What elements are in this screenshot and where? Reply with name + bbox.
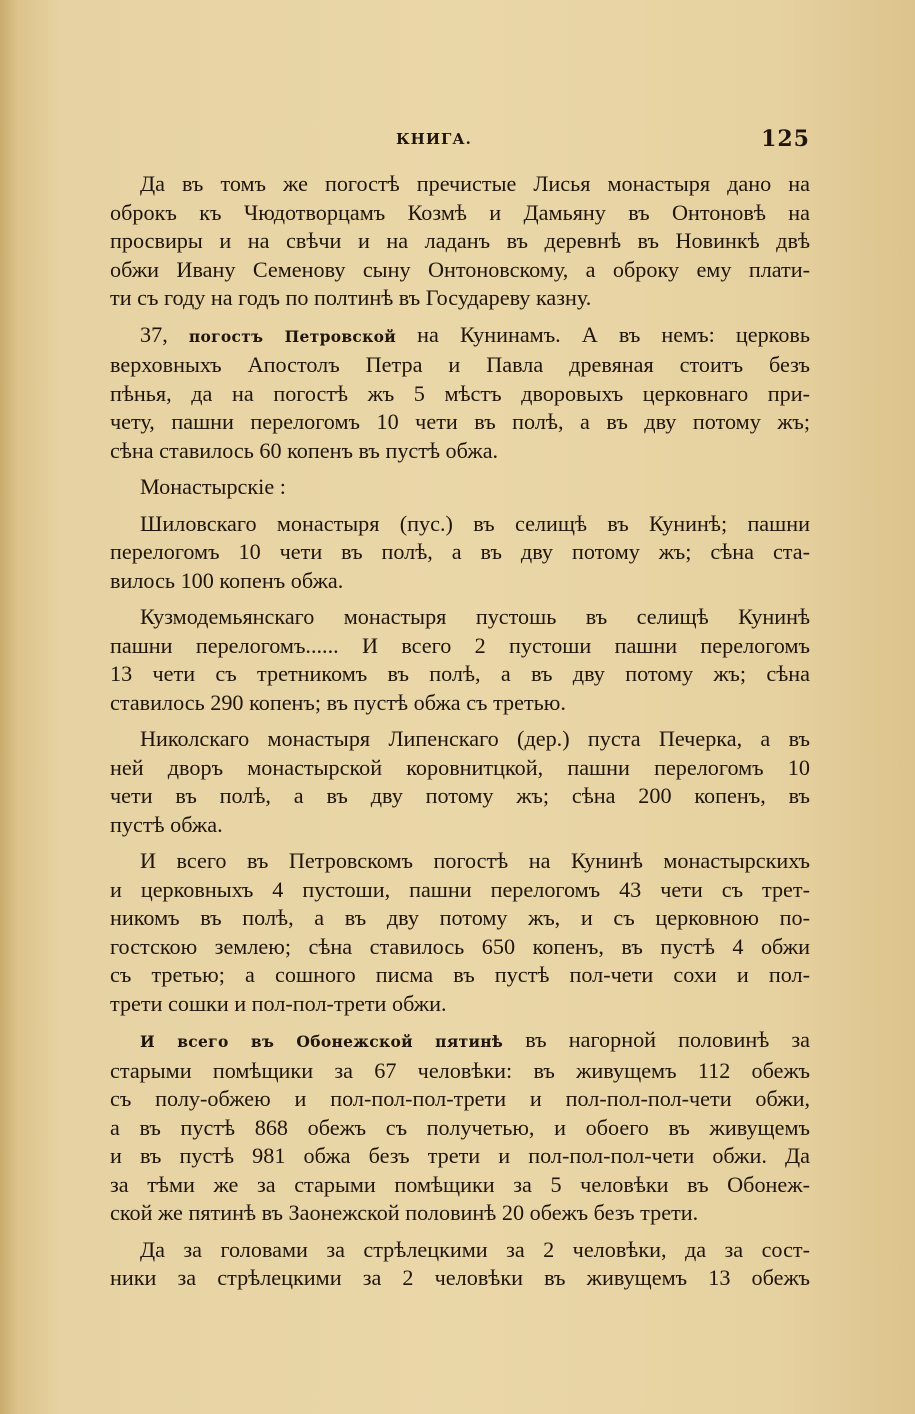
text-line: [78, 603, 810, 632]
line-text: Кузмодемьянскаго монастыря пустошь въ селищѣ Кунинѣ: [140, 604, 810, 629]
line-text: верховныхъ Апостолъ Петра и Павла древяная стоитъ безъ: [110, 352, 810, 377]
text-line: [78, 1026, 810, 1057]
line-text: И всего въ Петровскомъ погостѣ на Кунинѣ монастырскихъ: [140, 848, 810, 873]
bold-heading-run: погостъ Петровской: [188, 326, 397, 346]
text-line: [78, 990, 810, 1019]
running-head: [84, 126, 810, 156]
text-line: [78, 1264, 810, 1293]
line-text: чети въ полѣ, а въ дву потому жъ; сѣна 200 копенъ, въ: [110, 783, 810, 808]
paragraph: [78, 170, 810, 313]
line-text: ской же пятинѣ въ Заонежской половинѣ 20 обежъ безъ трети.: [110, 1200, 699, 1225]
text-line: [78, 1057, 810, 1086]
text-line: [78, 284, 810, 313]
line-text: вилось 100 копенъ обжа.: [110, 567, 344, 593]
text-line: [78, 782, 810, 811]
text-line: [78, 473, 810, 502]
text-line: [78, 811, 810, 840]
text-line: [78, 1114, 810, 1143]
line-text: за тѣми же за старыми помѣщики за 5 человѣки въ Обонеж-: [110, 1171, 810, 1197]
line-text: Николскаго монастыря Липенскаго (дер.) пуста Печерка, а въ: [140, 726, 810, 751]
line-text: и церковныхъ 4 пустоши, пашни перелогомъ 43 чети съ трет-: [110, 876, 810, 902]
line-text: Монастырскіе :: [140, 474, 286, 499]
paragraph: [78, 510, 810, 596]
line-text: съ третью; а сошного писма въ пустѣ пол-чети сохи и пол-: [110, 962, 810, 987]
body-text: [78, 170, 810, 1301]
line-text: пашни перелогомъ...... И всего 2 пустоши пашни перелогомъ: [110, 632, 810, 658]
text-line: [78, 961, 810, 990]
line-text: Шиловскаго монастыря (пус.) въ селищѣ въ Кунинѣ; пашни: [140, 510, 810, 536]
line-text: и въ пустѣ 981 обжа безъ трети и пол-пол-пол-чети обжи. Да: [110, 1143, 810, 1168]
text-line: [78, 199, 810, 228]
line-text: чету, пашни перелогомъ 10 чети въ полѣ, а въ дву потому жъ;: [110, 409, 810, 434]
line-text: обжи Ивану Семенову сыну Онтоновскому, а оброку ему плати-: [110, 256, 810, 282]
line-text: ней дворъ монастырской коровнитцкой, пашни перелогомъ 10: [110, 754, 810, 780]
text-line: [78, 538, 810, 567]
line-text: никомъ въ полѣ, а въ дву потому жъ, и съ церковною по-: [110, 905, 810, 930]
paragraph: [78, 725, 810, 839]
text-line: [78, 876, 810, 905]
line-text: на Кунинамъ. А въ немъ: церковь: [396, 321, 811, 347]
bold-heading-run: И всего въ Обонежской пятинѣ: [140, 1032, 504, 1051]
text-line: [78, 567, 810, 596]
text-line: [78, 256, 810, 285]
text-line: [78, 725, 810, 754]
text-line: [78, 1236, 810, 1265]
text-line: [78, 510, 810, 539]
line-text: оброкъ къ Чюдотворцамъ Козмѣ и Дамьяну въ Онтоновѣ на: [110, 199, 810, 225]
text-line: [78, 227, 810, 256]
text-line: [78, 1199, 810, 1228]
line-text: перелогомъ 10 чети въ полѣ, а въ дву потому жъ; сѣна ста-: [110, 539, 810, 564]
line-text: сѣна ставилось 60 копенъ въ пустѣ обжа.: [110, 437, 499, 463]
line-text: просвиры и на свѣчи и на ладанъ въ деревнѣ въ Новинкѣ двѣ: [110, 228, 810, 253]
text-line: [78, 660, 810, 689]
line-text: Да въ томъ же погостѣ пречистые Лисья монастыря дано на: [140, 171, 810, 196]
line-text: пѣнья, да на погостѣ жъ 5 мѣстъ дворовыхъ церковнаго при-: [110, 380, 810, 406]
text-line: [78, 847, 810, 876]
line-text: ти съ году на годъ по полтинѣ въ Государеву казну.: [110, 285, 592, 310]
text-line: [78, 632, 810, 661]
line-text: въ нагорной половинѣ за: [503, 1027, 811, 1052]
line-text: пустѣ обжа.: [110, 811, 223, 837]
paragraph: [78, 1236, 810, 1293]
line-text: ники за стрѣлецкими за 2 человѣки въ живущемъ 13 обежъ: [110, 1265, 810, 1290]
entry-number: 37,: [140, 321, 189, 347]
text-line: [78, 1085, 810, 1114]
text-line: [78, 380, 810, 409]
text-line: [78, 933, 810, 962]
line-text: Да за головами за стрѣлецкими за 2 человѣки, да за сост-: [140, 1236, 810, 1262]
line-text: съ полу-обжею и пол-пол-пол-трети и пол-пол-пол-чети обжи,: [110, 1086, 810, 1111]
text-line: [78, 170, 810, 199]
paragraph: [78, 603, 810, 717]
line-text: а въ пустѣ 868 обежъ съ получетью, и обоего въ живущемъ: [110, 1114, 810, 1140]
line-text: трети сошки и пол-пол-трети обжи.: [110, 990, 447, 1016]
line-text: старыми помѣщики за 67 человѣки: въ живущемъ 112 обежъ: [110, 1057, 810, 1083]
text-line: [78, 754, 810, 783]
page-number: 125: [761, 126, 810, 152]
paragraph: [78, 847, 810, 1018]
text-line: [78, 689, 810, 718]
text-line: [78, 408, 810, 437]
text-line: [78, 904, 810, 933]
text-line: [78, 1171, 810, 1200]
line-text: 13 чети съ третникомъ въ полѣ, а въ дву потому жъ; сѣна: [110, 661, 810, 686]
paragraph: [78, 1026, 810, 1228]
text-line: [78, 321, 810, 352]
paragraph: [78, 321, 810, 466]
line-text: ставилось 290 копенъ; въ пустѣ обжа съ третью.: [110, 689, 566, 715]
text-line: [78, 437, 810, 466]
book-label: КНИГА.: [396, 130, 472, 148]
text-line: [78, 351, 810, 380]
line-text: гостскою землею; сѣна ставилось 650 копенъ, въ пустѣ 4 обжи: [110, 933, 810, 959]
text-line: [78, 1142, 810, 1171]
paragraph: [78, 473, 810, 502]
